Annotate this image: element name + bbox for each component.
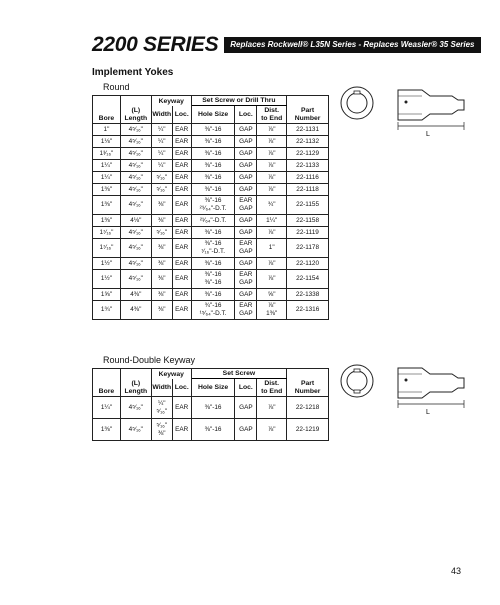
dist-to-end-cell: ⅞" (257, 419, 287, 441)
keyway-loc-cell: EAR (172, 184, 191, 196)
hole-loc-cell: GAP (235, 124, 257, 136)
hole-size-cell: ⅜"-16 (191, 160, 235, 172)
dist-to-end-cell: ⅞" (257, 124, 287, 136)
length-cell: 4⅜" (120, 301, 151, 320)
double-keyway-yoke-drawing (340, 364, 480, 416)
bore-cell: 1⁷⁄₁₆" (93, 227, 121, 239)
length-cell: 4⅛" (120, 215, 151, 227)
length-cell: 4⁵⁄₁₆" (120, 148, 151, 160)
length-dimension-label: L (426, 131, 430, 138)
part-number-cell: 22-1119 (287, 227, 329, 239)
keyway-loc-cell: EAR (172, 124, 191, 136)
keyway-loc-cell: EAR (172, 289, 191, 301)
table-row (93, 136, 329, 148)
col-keyway-loc-header: Loc. (172, 106, 191, 124)
keyway-width-cell: ⁵⁄₁₆" (151, 184, 172, 196)
hole-loc-cell: EAR GAP (235, 239, 257, 258)
bore-cell: 1⅛" (93, 136, 121, 148)
length-cell: 4⁵⁄₁₆" (120, 419, 151, 441)
bore-cell: 1¾" (93, 301, 121, 320)
part-number-cell: 22-1155 (287, 196, 329, 215)
dist-to-end-cell: ⅞" 1⅜" (257, 301, 287, 320)
length-cell: 4⁵⁄₁₆" (120, 172, 151, 184)
col-bore-header: Bore (93, 96, 121, 124)
hole-loc-cell: GAP (235, 160, 257, 172)
keyway-loc-cell: EAR (172, 148, 191, 160)
length-cell: 4⁵⁄₁₆" (120, 227, 151, 239)
dist-to-end-cell: ⅞" (257, 397, 287, 419)
hole-loc-cell: GAP (235, 148, 257, 160)
keyway-loc-cell: EAR (172, 419, 191, 441)
bore-cell: 1¼" (93, 160, 121, 172)
hole-loc-cell: GAP (235, 397, 257, 419)
bore-cell: 1⅜" (93, 184, 121, 196)
part-number-cell: 22-1178 (287, 239, 329, 258)
keyway-loc-cell: EAR (172, 215, 191, 227)
length-cell: 4⁵⁄₁₆" (120, 270, 151, 289)
part-number-cell: 22-1118 (287, 184, 329, 196)
dist-to-end-cell: ⅞" (257, 227, 287, 239)
length-dimension-label-double: L (426, 409, 430, 416)
dist-to-end-cell: ⅞" (257, 270, 287, 289)
section-title: Implement Yokes (92, 67, 174, 78)
bore-cell: 1⅝" (93, 289, 121, 301)
dist-to-end-cell: ⅞" (257, 160, 287, 172)
keyway-loc-cell: EAR (172, 160, 191, 172)
dist-to-end-cell: ⅞" (257, 148, 287, 160)
keyway-width-cell: ¼" ⁵⁄₁₆" (151, 397, 172, 419)
keyway-loc-cell: EAR (172, 136, 191, 148)
length-cell: 4⁵⁄₁₆" (120, 136, 151, 148)
hole-loc-cell: GAP (235, 258, 257, 270)
hole-size-cell: ⅜"-16 (191, 397, 235, 419)
length-cell: 4⁵⁄₁₆" (120, 184, 151, 196)
hole-size-cell: ⅜"-16 (191, 148, 235, 160)
double-keyway-end-view (341, 365, 373, 397)
bore-cell: 1⅜" (93, 419, 121, 441)
hole-size-cell: ¾"-16 ¹⁵⁄₆₄"-D.T. (191, 301, 235, 320)
keyway-width-cell: ⅜" (151, 196, 172, 215)
table-row (93, 270, 329, 289)
col-hole-size-header: Hole Size (191, 106, 235, 124)
keyway-width-cell: ¼" (151, 136, 172, 148)
length-cell: 4⁵⁄₁₆" (120, 196, 151, 215)
keyway-loc-cell: EAR (172, 258, 191, 270)
bore-cell: 1⁷⁄₁₆" (93, 239, 121, 258)
col-keyway-width-header: Width (151, 106, 172, 124)
bore-cell: 1½" (93, 258, 121, 270)
round-yoke-end-view (341, 87, 373, 119)
table-row (93, 124, 329, 136)
keyway-loc-cell: EAR (172, 397, 191, 419)
hole-size-cell: ⅜"-16 (191, 124, 235, 136)
page-number: 43 (451, 566, 462, 576)
part-number-cell: 22-1219 (287, 419, 329, 441)
length-cell: 4⁵⁄₁₆" (120, 258, 151, 270)
hole-size-cell: ⅜"-16 ²⁹⁄₆₄"-D.T. (191, 196, 235, 215)
bore-cell: 1" (93, 124, 121, 136)
length-cell: 4⁵⁄₁₆" (120, 124, 151, 136)
hole-loc-cell: GAP (235, 289, 257, 301)
part-number-cell: 22-1131 (287, 124, 329, 136)
table-row (93, 258, 329, 270)
double-keyway-table: Bore (L) Length Keyway Set Screw Part Number Width Loc. Hole Size Loc. Dist. to End 1¼" 4⁵⁄₁₆" ¼" ⁵⁄₁₆" EAR ⅜"-16 GAP ⅞" 22-1218 1⅜" 4⁵⁄₁₆" ⁵⁄₁₆" ⅜" EAR ⅜"-16 GAP ⅞" 22-1219 (92, 368, 329, 441)
keyway-width-cell: ⅜" (151, 215, 172, 227)
keyway-loc-cell: EAR (172, 172, 191, 184)
table-row (93, 239, 329, 258)
round-subheading: Round (103, 82, 130, 92)
hole-size-cell: ⅜"-16 (191, 258, 235, 270)
hole-size-cell: ⅜"-16 (191, 136, 235, 148)
keyway-width-cell: ⅜" (151, 270, 172, 289)
dist-to-end-cell: ⅝" (257, 289, 287, 301)
col-keyway-header: Keyway (151, 96, 191, 106)
part-number-cell: 22-1129 (287, 148, 329, 160)
hole-size-cell: ⅜"-16 ⅜"-16 (191, 270, 235, 289)
replaces-banner: Replaces Rockwell® L35N Series - Replaces Weasler® 35 Series (224, 37, 480, 53)
part-number-cell: 22-1116 (287, 172, 329, 184)
keyway-loc-cell: EAR (172, 196, 191, 215)
double-keyway-subheading: Round-Double Keyway (103, 355, 196, 365)
bore-cell: 1¼" (93, 397, 121, 419)
keyway-loc-cell: EAR (172, 270, 191, 289)
col-hole-loc-header: Loc. (235, 106, 257, 124)
page-header (92, 33, 475, 56)
hole-size-cell: ⅜"-16 (191, 227, 235, 239)
series-title: 2200 SERIES (92, 33, 219, 56)
hole-size-cell: ⅜"-16 (191, 172, 235, 184)
table-row (93, 184, 329, 196)
keyway-loc-cell: EAR (172, 301, 191, 320)
part-number-cell: 22-1120 (287, 258, 329, 270)
round-yoke-side-view (398, 90, 464, 138)
part-number-cell: 22-1158 (287, 215, 329, 227)
part-number-cell: 22-1218 (287, 397, 329, 419)
part-number-cell: 22-1338 (287, 289, 329, 301)
table-row (93, 215, 329, 227)
hole-loc-cell: GAP (235, 136, 257, 148)
bore-cell: 1¼" (93, 172, 121, 184)
col-dist-header: Dist. to End (257, 106, 287, 124)
keyway-width-cell: ¼" (151, 148, 172, 160)
length-cell: 4⅜" (120, 289, 151, 301)
dist-to-end-cell: ¾" (257, 196, 287, 215)
hole-size-cell: ⅜"-16 (191, 184, 235, 196)
hole-size-cell: ⅜"-16 (191, 419, 235, 441)
dist-to-end-cell: ⅞" (257, 258, 287, 270)
part-number-cell: 22-1316 (287, 301, 329, 320)
table-row (93, 196, 329, 215)
table-row (93, 397, 329, 419)
part-number-cell: 22-1132 (287, 136, 329, 148)
round-yoke-table (92, 95, 329, 320)
table-row (93, 227, 329, 239)
keyway-width-cell: ⅜" (151, 289, 172, 301)
keyway-width-cell: ¼" (151, 124, 172, 136)
length-cell: 4⁵⁄₁₆" (120, 397, 151, 419)
dist-to-end-cell: ⅞" (257, 184, 287, 196)
keyway-width-cell: ⅜" (151, 258, 172, 270)
group-header-set-screw-double: Set Screw (191, 369, 286, 379)
hole-loc-cell: GAP (235, 215, 257, 227)
keyway-width-cell: ⁵⁄₁₆" ⅜" (151, 419, 172, 441)
hole-loc-cell: EAR GAP (235, 301, 257, 320)
hole-loc-cell: EAR GAP (235, 270, 257, 289)
table-row (93, 289, 329, 301)
dist-to-end-cell: 1¼" (257, 215, 287, 227)
hole-loc-cell: GAP (235, 172, 257, 184)
keyway-width-cell: ⅜" (151, 239, 172, 258)
hole-size-cell: ²¹⁄₆₄"-D.T. (191, 215, 235, 227)
table-row (93, 148, 329, 160)
double-keyway-side-view (398, 368, 464, 416)
table-row (93, 160, 329, 172)
part-number-cell: 22-1133 (287, 160, 329, 172)
length-cell: 4⁵⁄₁₆" (120, 160, 151, 172)
keyway-width-cell: ⁵⁄₁₆" (151, 227, 172, 239)
dist-to-end-cell: 1" (257, 239, 287, 258)
hole-loc-cell: GAP (235, 184, 257, 196)
length-cell: 4⁵⁄₁₆" (120, 239, 151, 258)
round-yoke-drawing (340, 86, 480, 138)
table-row (93, 172, 329, 184)
keyway-loc-cell: EAR (172, 239, 191, 258)
bore-cell: 1⅜" (93, 215, 121, 227)
keyway-width-cell: ⁵⁄₁₆" (151, 172, 172, 184)
bore-cell: 1³⁄₁₆" (93, 148, 121, 160)
dist-to-end-cell: ⅞" (257, 172, 287, 184)
bore-cell: 1½" (93, 270, 121, 289)
part-number-cell: 22-1154 (287, 270, 329, 289)
group-header-set-screw: Set Screw or Drill Thru (191, 96, 286, 106)
col-length-header: (L) Length (120, 96, 151, 124)
dist-to-end-cell: ⅞" (257, 136, 287, 148)
hole-loc-cell: GAP (235, 419, 257, 441)
bore-cell: 1⅜" (93, 196, 121, 215)
hole-loc-cell: GAP (235, 227, 257, 239)
hole-size-cell: ⅜"-16 (191, 289, 235, 301)
keyway-width-cell: ¼" (151, 160, 172, 172)
hole-size-cell: ⅜"-16 ⁷⁄₁₆"-D.T. (191, 239, 235, 258)
keyway-width-cell: ⅜" (151, 301, 172, 320)
hole-loc-cell: EAR GAP (235, 196, 257, 215)
table-row (93, 301, 329, 320)
col-part-header: Part Number (287, 96, 329, 124)
keyway-loc-cell: EAR (172, 227, 191, 239)
table-row (93, 419, 329, 441)
